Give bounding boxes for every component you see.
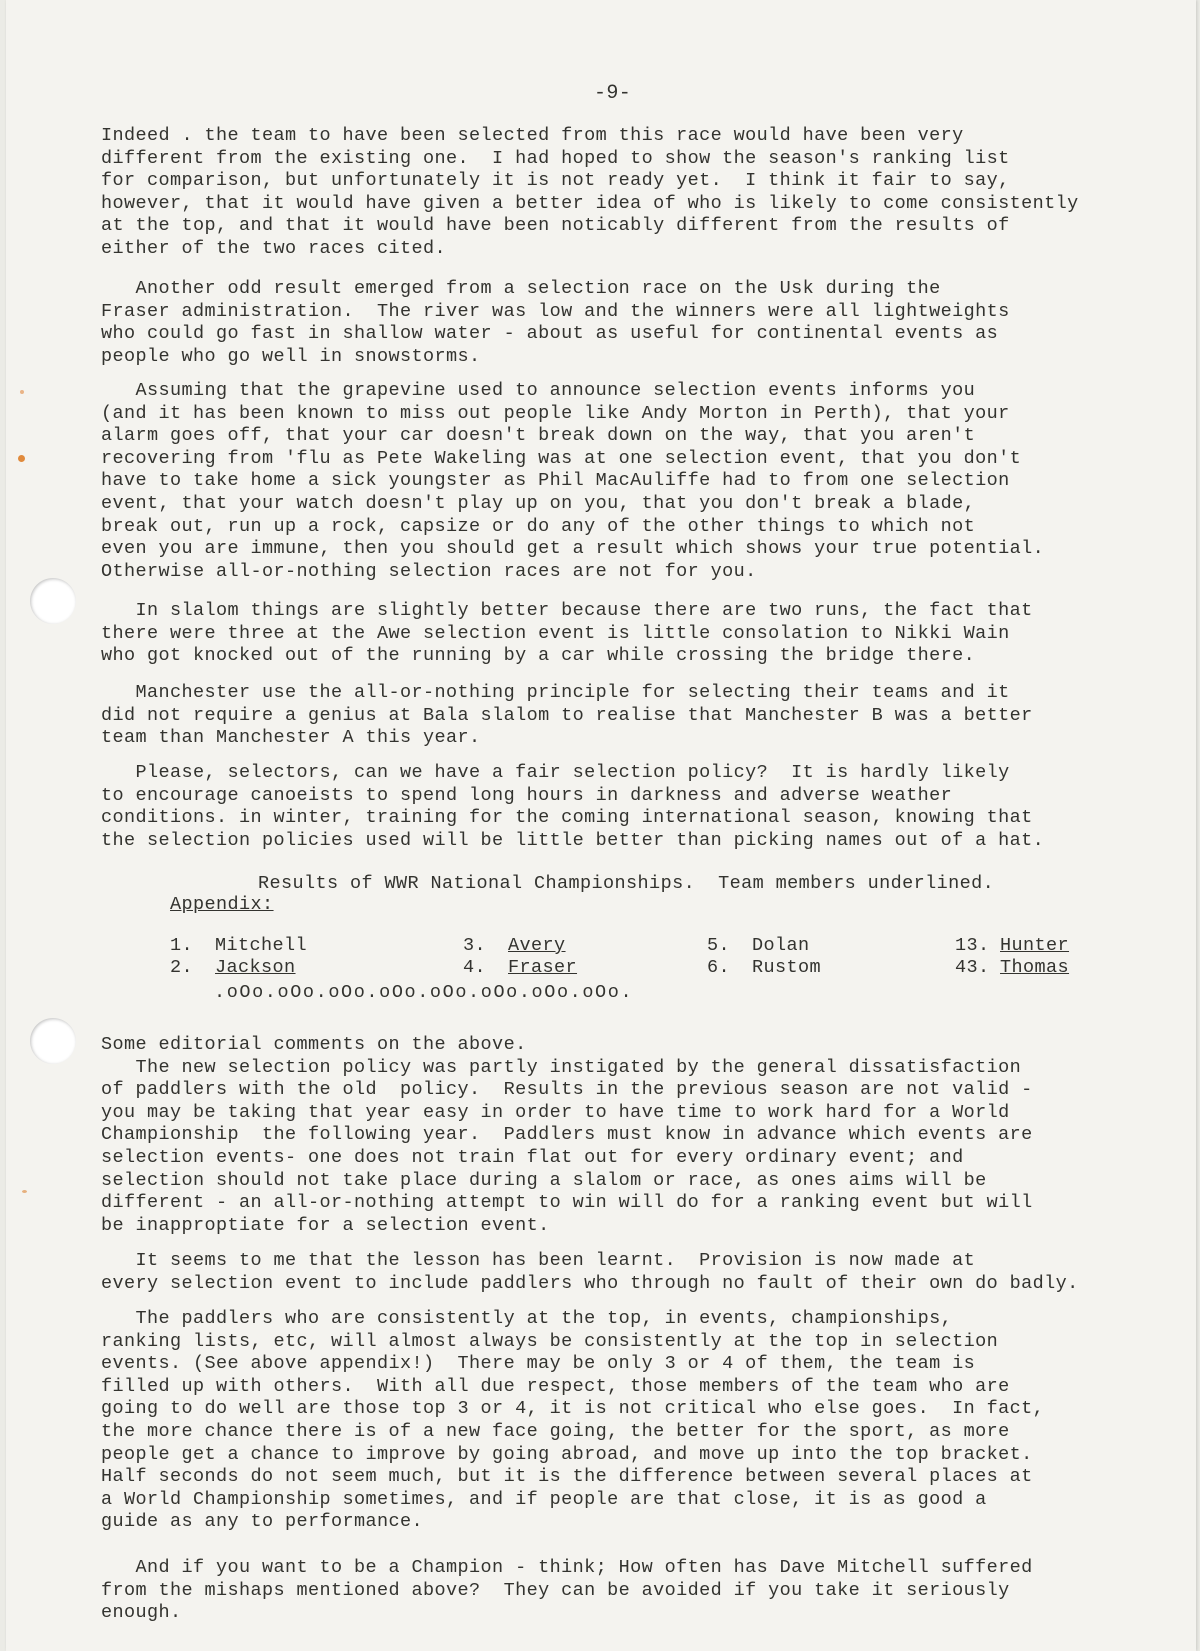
- text-line: ranking lists, etc, will almost always be consistently at the top in selection: [101, 1330, 999, 1352]
- text-line: different - an all-or-nothing attempt to win will do for a ranking event but will: [101, 1192, 1033, 1214]
- result-name: Dolan: [752, 935, 810, 956]
- editorial-paragraph: [101, 1557, 1033, 1625]
- text-line: It seems to me that the lesson has been learnt. Provision is now made at: [101, 1250, 976, 1271]
- paragraph: [101, 125, 1079, 261]
- text-line: you may be taking that year easy in order to have time to work hard for a World: [101, 1101, 1010, 1123]
- text-line: (and it has been known to miss out people like Andy Morton in Perth), that your: [101, 402, 1010, 424]
- text-line: different from the existing one. I had hoped to show the season's ranking list: [101, 147, 1010, 169]
- text-line: a World Championship sometimes, and if people are that close, it is as good a: [101, 1488, 987, 1510]
- result-place: 6.: [707, 957, 731, 978]
- paper-stain: [18, 455, 25, 462]
- text-line: either of the two races cited.: [101, 237, 447, 259]
- document-page: [6, 0, 1196, 1651]
- paper-stain: [22, 1190, 27, 1193]
- text-line: the selection policies used will be little better than picking names out of a hat.: [101, 829, 1045, 851]
- text-line: who could go fast in shallow water - about as useful for continental events as: [101, 323, 999, 345]
- text-line: from the mishaps mentioned above? They can be avoided if you take it seriously: [101, 1579, 1010, 1601]
- text-line: Fraser administration. The river was low and the winners were all lightweights: [101, 300, 1010, 322]
- result-place: 4.: [463, 957, 487, 978]
- text-line: did not require a genius at Bala slalom to realise that Manchester B was a better: [101, 704, 1033, 726]
- text-line: Please, selectors, can we have a fair selection policy? It is hardly likely: [101, 762, 1010, 783]
- paragraph: [101, 600, 1033, 668]
- text-line: alarm goes off, that your car doesn't break down on the way, that you aren't: [101, 425, 976, 447]
- result-place: 13.: [955, 935, 990, 956]
- text-line: Assuming that the grapevine used to announce selection events informs you: [101, 380, 976, 401]
- text-line: there were three at the Awe selection event is little consolation to Nikki Wain: [101, 622, 1010, 644]
- text-line: the more chance there is of a new face going, the better for the sport, as more: [101, 1420, 1010, 1442]
- result-name: Fraser: [508, 957, 578, 978]
- text-line: have to take home a sick youngster as Phil MacAuliffe had to from one selection: [101, 470, 1010, 492]
- result-place: 3.: [463, 935, 487, 956]
- text-line: Some editorial comments on the above.: [101, 1034, 527, 1055]
- text-line: going to do well are those top 3 or 4, it is not critical who else goes. In fact,: [101, 1398, 1045, 1420]
- result-place: 5.: [707, 935, 731, 956]
- paragraph: [101, 682, 1033, 750]
- result-name: Avery: [508, 935, 566, 956]
- result-name: Jackson: [215, 957, 296, 978]
- text-line: who got knocked out of the running by a car while crossing the bridge there.: [101, 645, 976, 667]
- text-line: at the top, and that it would have been noticably different from the results of: [101, 215, 1010, 237]
- result-name: Thomas: [1000, 957, 1070, 978]
- text-line: to encourage canoeists to spend long hours in darkness and adverse weather: [101, 784, 953, 806]
- section-divider: .oOo.oOo.oOo.oOo.oOo.oOo.oOo.oOo.: [214, 982, 634, 1003]
- result-place: 2.: [170, 957, 194, 978]
- text-line: of paddlers with the old policy. Results in the previous season are not valid -: [101, 1079, 1033, 1101]
- text-line: guide as any to performance.: [101, 1511, 424, 1533]
- paragraph: [101, 278, 1010, 368]
- editorial-paragraph: [101, 1250, 1079, 1295]
- result-name: Mitchell: [215, 935, 308, 956]
- text-line: people get a chance to improve by going abroad, and move up into the top bracket.: [101, 1443, 1033, 1465]
- text-line: break out, run up a rock, capsize or do any of the other things to which not: [101, 515, 976, 537]
- text-line: Championship the following year. Paddlers must know in advance which events are: [101, 1124, 1033, 1146]
- text-line: Indeed . the team to have been selected from this race would have been very: [101, 125, 964, 146]
- result-name: Hunter: [1000, 935, 1070, 956]
- text-line: recovering from 'flu as Pete Wakeling was at one selection event, that you don't: [101, 447, 1022, 469]
- result-place: 1.: [170, 935, 194, 956]
- punch-hole: [30, 578, 76, 624]
- text-line: selection events- one does not train flat out for every ordinary event; and: [101, 1146, 964, 1168]
- result-place: 43.: [955, 957, 990, 978]
- text-line: be inapproptiate for a selection event.: [101, 1214, 550, 1236]
- result-name: Rustom: [752, 957, 822, 978]
- text-line: Manchester use the all-or-nothing principle for selecting their teams and it: [101, 682, 1010, 703]
- editorial-paragraph: [101, 1034, 1033, 1237]
- text-line: however, that it would have given a better idea of who is likely to come consistently: [101, 192, 1079, 214]
- page-number: -9-: [594, 82, 632, 105]
- appendix-description: Results of WWR National Championships. Team members underlined.: [258, 873, 995, 894]
- result-entry: [886, 936, 1069, 999]
- text-line: The new selection policy was partly instigated by the general dissatisfaction: [101, 1056, 1022, 1078]
- result-entry: [638, 936, 821, 999]
- paper-stain: [20, 390, 24, 394]
- editorial-paragraph: [101, 1308, 1044, 1534]
- text-line: Half seconds do not seem much, but it is the difference between several places at: [101, 1466, 1033, 1488]
- text-line: The paddlers who are consistently at the top, in events, championships,: [101, 1308, 953, 1329]
- text-line: filled up with others. With all due respect, those members of the team who are: [101, 1375, 1010, 1397]
- text-line: for comparison, but unfortunately it is not ready yet. I think it fair to say,: [101, 170, 1010, 192]
- text-line: Otherwise all-or-nothing selection races are not for you.: [101, 560, 757, 582]
- text-line: even you are immune, then you should get a result which shows your true potential.: [101, 538, 1045, 560]
- appendix-label: Appendix:: [170, 894, 274, 915]
- text-line: every selection event to include paddlers who through no fault of their own do badly.: [101, 1272, 1079, 1294]
- paragraph: [101, 380, 1044, 583]
- text-line: people who go well in snowstorms.: [101, 345, 481, 367]
- text-line: selection should not take place during a slalom or race, as ones aims will be: [101, 1169, 987, 1191]
- text-line: events. (See above appendix!) There may be only 3 or 4 of them, the team is: [101, 1353, 976, 1375]
- punch-hole: [30, 1018, 76, 1064]
- text-line: conditions. in winter, training for the coming international season, knowing that: [101, 807, 1033, 829]
- text-line: And if you want to be a Champion - think; How often has Dave Mitchell suffered: [101, 1557, 1033, 1578]
- text-line: event, that your watch doesn't play up on you, that you don't break a blade,: [101, 492, 976, 514]
- text-line: In slalom things are slightly better because there are two runs, the fact that: [101, 600, 1033, 621]
- text-line: Another odd result emerged from a selection race on the Usk during the: [101, 278, 941, 299]
- text-line: enough.: [101, 1602, 182, 1624]
- paragraph: [101, 762, 1044, 852]
- text-line: team than Manchester A this year.: [101, 727, 481, 749]
